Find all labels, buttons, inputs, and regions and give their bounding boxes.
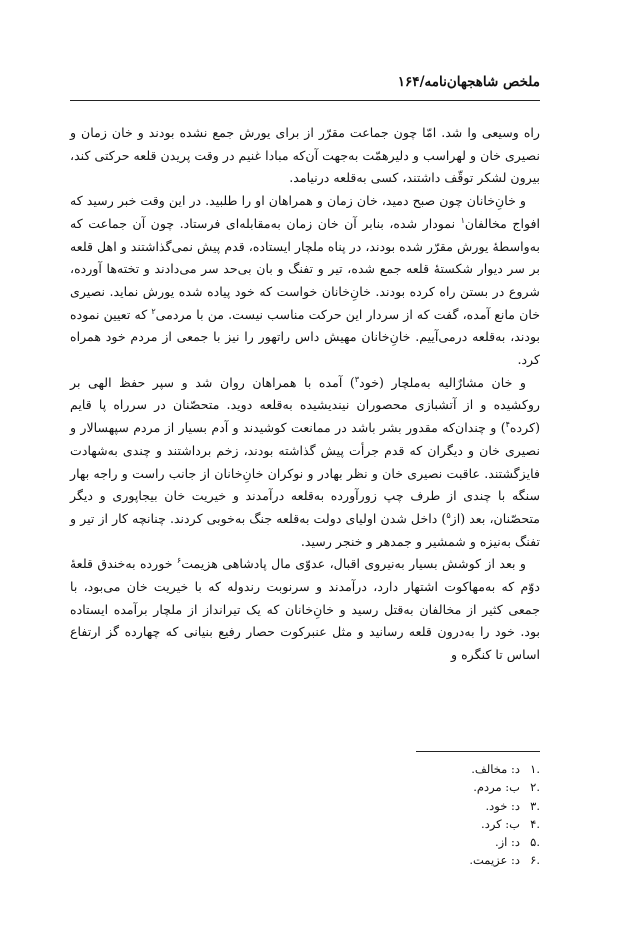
footnote xyxy=(320,760,540,778)
footnote-text: د: عزیمت. xyxy=(469,853,520,868)
footnote-ref-2: ۲ xyxy=(151,306,156,316)
text-segment: و بعد از کوشش بسیار به‌نیروی اقبال، عدوّی مال پادشاهی هزیمت xyxy=(181,556,526,572)
main-text xyxy=(70,122,540,667)
footnote-number: .۱ xyxy=(530,762,540,776)
footnote xyxy=(320,851,540,869)
footnote-text: ب: کرد. xyxy=(481,816,520,831)
paragraph-1 xyxy=(70,122,540,190)
header-divider xyxy=(70,100,540,101)
text-segment: ) آمده با همراهان روان شد و سپر حفظ الهی بر روکشیده و از آتشبازی محصوران نیندیشیده به‌قلعه دوید. متحصّنان در سرراه پا قایم (کرده xyxy=(70,374,540,436)
footnote-number: .۴ xyxy=(530,816,540,831)
text-segment: و خان مشارٌالیه به‌ملچار (خود xyxy=(359,374,526,390)
paragraph-2 xyxy=(70,190,540,372)
footnote-divider xyxy=(416,751,540,752)
footnote-text: د: از. xyxy=(494,835,520,850)
text-segment: ) و چندان‌که مقدور بشر باشد در ممانعت کوشیدند و آدم بسیار از مردم سپهسالار و نصیری خان و دیگران که قدم جرأت پیش گذاشته بودند، زخم برداشتند و چندی به‌شهادت فایزگشتند. عاقبت نصیری خان و نظر بهادر و نوکران خانِ‌خانان از جانب راست و راجه بهار سنگه با چندی از طرف چپ زورآورده به‌قلعه درآمدند و خیریت خان بیجاپوری و دیگر متحصّنان، بعد (از xyxy=(70,420,540,526)
page-title: ملخص شاهجهان‌نامه/۱۶۴ xyxy=(397,74,540,90)
footnote xyxy=(320,833,540,851)
text-segment: نمودار شده، بنابر آن خان زمان به‌مقابله‌ای فرستاد. چون آن جماعت که به‌واسطهٔ یورش مقرّر شده بودند، در پناه ملچار ایستاده، قدم پیش نمی‌گذاشتند و اهل قلعه بر سر دیوار شکستهٔ قلعه جمع شده، تیر و تفنگ و بان بی‌حد سر می‌دادند و تخته‌ها آورده، شروع در بستن راه کرده بودند. خانِ‌خانان خواست که خود پیاده شده یورش نماید. نصیری خان مانع آمده، گفت که از سردار این حرکت مناسب نیست. من با مردمی xyxy=(70,215,540,322)
footnote-ref-5: ۵ xyxy=(446,510,451,520)
footnote xyxy=(320,797,540,815)
text-segment: راه وسیعی وا شد. امّا چون جماعت مقرّر از برای یورش جمع نشده بودند و خان زمان و نصیری خان و لهراسب و دلیرهمّت به‌جهت آن‌که مبادا غنیم در وقت پریدن قلعه حرکتی کند، بیرون لشکر توقّف داشتند، کسی به‌قلعه درنیامد. xyxy=(70,125,540,186)
footnote-number: .۳ xyxy=(530,798,540,813)
text-segment: خورده به‌خندق قلعهٔ دوّم که به‌مهاکوت اشتهار دارد، درآمدند و سرنوبت رندوله که با خیریت خان می‌بود، با جمعی کثیر از مخالفان به‌قتل رسید و خانِ‌خانان که یک تیرانداز از ملچار برآمده ایستاده بود. خود را به‌درون قلعه رسانید و مثل عنبرکوت حصار رفیع بنیانی که چهارده گز ارتفاع اساس تا کنگره و xyxy=(70,556,540,663)
footnote-text: د: خود. xyxy=(485,798,520,813)
footnote-text: ب: مردم. xyxy=(473,780,520,795)
text-segment: و خانِ‌خانان چون صبح دمید، خان زمان و همراهان او را طلبید. در این وقت خبر رسید که افواج مخالفان xyxy=(70,193,540,231)
footnote xyxy=(320,815,540,833)
running-header xyxy=(70,74,540,98)
footnote-ref-6: ۶ xyxy=(176,556,182,566)
footnote-number: .۲ xyxy=(530,780,540,795)
footnote-ref-4: ۴ xyxy=(505,419,510,429)
footnote-ref-1: ۱ xyxy=(460,215,465,225)
text-segment: که تعیین نموده بودند، به‌قلعه درمی‌آییم. خانِ‌خانان مهیش داس راتهور را نیز با جمعی از مردم خود همراه کرد. xyxy=(70,306,540,368)
footnote-number: .۶ xyxy=(530,853,540,868)
footnote-number: .۵ xyxy=(530,835,540,850)
paragraph-4 xyxy=(70,553,540,667)
footnote xyxy=(320,778,540,796)
footnote-text: د: مخالف. xyxy=(471,762,520,776)
footnotes xyxy=(320,760,540,870)
footnote-ref-3: ۳ xyxy=(354,374,360,384)
text-segment: ) داخل شدن اولیای دولت به‌قلعه جنگ به‌خوبی کردند. چنانچه کار از تیر و تفنگ به‌نیزه و شمشیر و جمدهر و خنجر رسید. xyxy=(70,510,540,549)
paragraph-3 xyxy=(70,372,540,554)
